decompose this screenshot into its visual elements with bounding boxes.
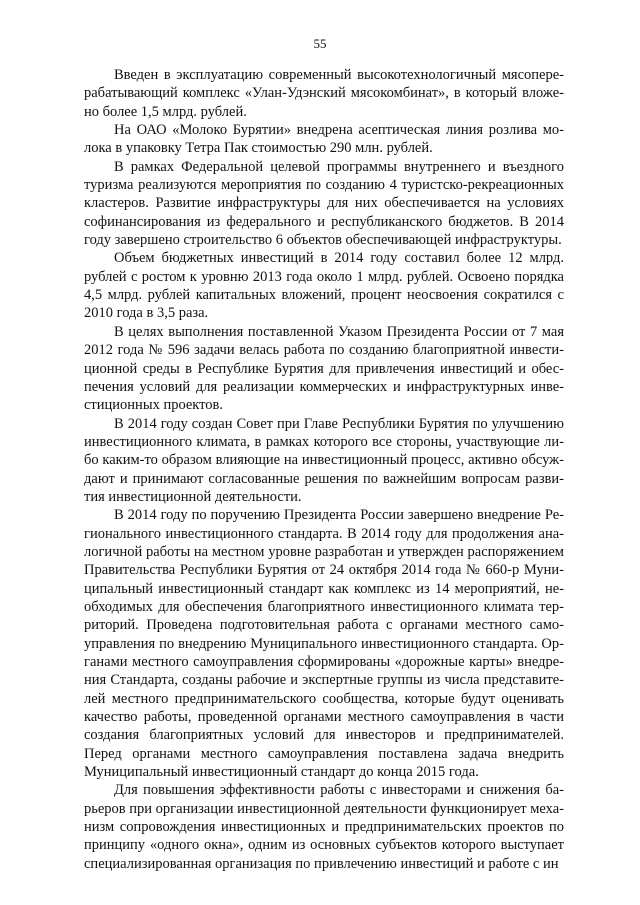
paragraph-meat-plant: Введен в эксплуатацию современный высокотехнологичный мясоперерабатывающий комплекс «Улан-Удэнский мясокомбинат», в который вложено более 1,5 млрд. рублей. (84, 67, 564, 120)
paragraph-investment-council: В 2014 году создан Совет при Главе Республики Бурятия по улучшению инвестиционного климата, в рамках которого все стороны, участвующие либо каким-то образом влияющие на инвестиционный процесс, активно обсуждают и принимают согласованные решения по важнейшим вопросам развития инвестиционной деятельности. (84, 415, 564, 505)
page-number: 55 (313, 36, 327, 51)
paragraph-presidential-decree: В целях выполнения поставленной Указом Президента России от 7 мая 2012 года № 596 задачи велась работа по созданию благоприятной инвестиционной среды в Республике Бурятия для привлечения инвестиций и обеспечения условий для реализации коммерческих и инфраструктурных инвестиционных проектов. (84, 323, 564, 414)
paragraph-budget-investments: Объем бюджетных инвестиций в 2014 году составил более 12 млрд. рублей с ростом к уровню 2013 года около 1 млрд. рублей. Освоено порядка 4,5 млрд. рублей капитальных вложений, процент неосвоения сократился с 2010 года в 3,5 раза. (84, 250, 564, 322)
document-body (84, 66, 564, 873)
paragraph-dairy-line: На ОАО «Молоко Бурятии» внедрена асептическая линия розлива молока в упаковку Тетра Пак стоимостью 290 млн. рублей. (84, 122, 564, 157)
paragraph-one-window: Для повышения эффективности работы с инвесторами и снижения барьеров при организации инвестиционной деятельности функционирует механизм сопровождения инвестиционных и предпринимательских проектов по принципу «одного окна», одним из основных субъектов которого выступает специализированная организация по привлечению инвестиций и работе с ин (84, 782, 564, 872)
paragraph-investment-standard: В 2014 году по поручению Президента России завершено внедрение Регионального инвестиционного стандарта. В 2014 году для продолжения аналогичной работы на местном уровне разработан и утвержден распоряжением Правительства Республики Бурятия от 24 октября 2014 года № 660-р Муниципальный инвестиционный стандарт как комплекс из 14 мероприятий, необходимых для обеспечения благоприятного инвестиционного климата территорий. Проведена подготовительная работа с органами местного самоуправления по внедрению Муниципального инвестиционного стандарта. Органами местного самоуправления сформированы «дорожные карты» внедрения Стандарта, созданы рабочие и экспертные группы из числа представителей местного предпринимательского сообщества, которые будут оценивать качество работы, проведенной органами местного самоуправления в части создания благоприятных условий для инвесторов и предпринимателей. Перед органами местного самоуправления поставлена задача внедрить Муниципальный инвестиционный стандарт до конца 2015 года. (84, 507, 564, 781)
paragraph-tourism-clusters: В рамках Федеральной целевой программы внутреннего и въездного туризма реализуются мероприятия по созданию 4 туристско-рекреационных кластеров. Развитие инфраструктуры для них обеспечивается на условиях софинансирования из федерального и республиканского бюджетов. В 2014 году завершено строительство 6 объектов обеспечивающей инфраструктуры. (84, 158, 564, 249)
